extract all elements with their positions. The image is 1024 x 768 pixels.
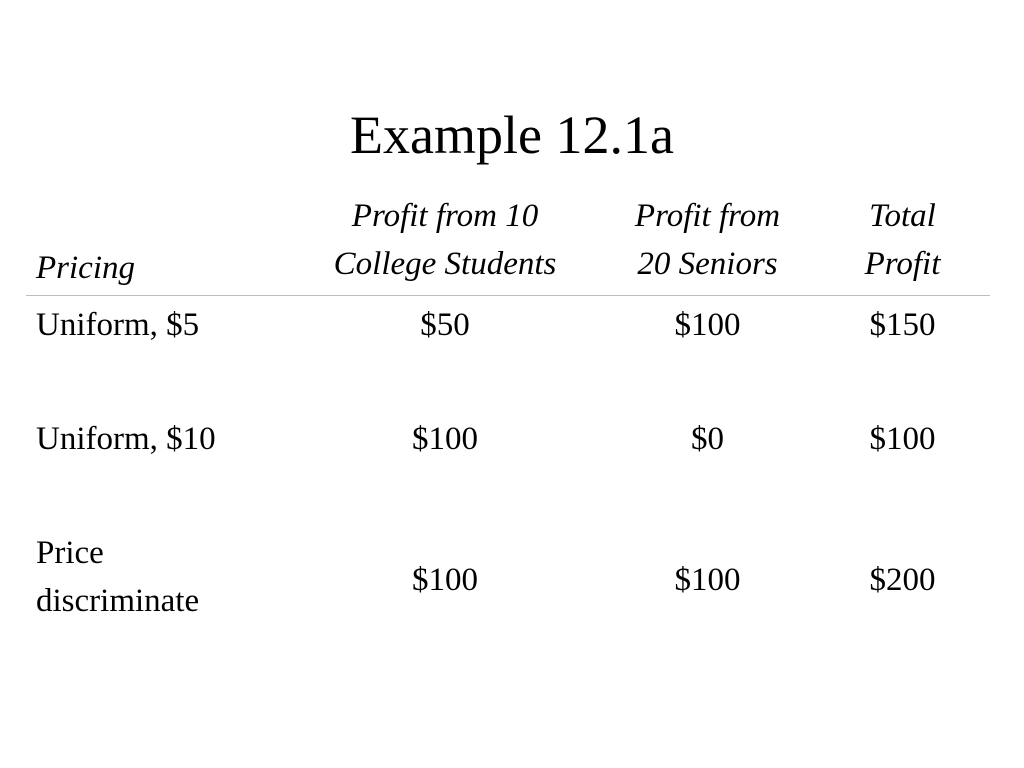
slide-title: Example 12.1a <box>350 105 674 165</box>
header-divider <box>26 295 990 296</box>
row-3-profit-seniors: $100 <box>674 562 741 598</box>
row-2-profit-seniors: $0 <box>691 421 724 457</box>
row-3-total-profit: $200 <box>869 562 936 598</box>
row-1-profit-college-students: $50 <box>420 307 470 343</box>
header-total-profit: Total Profit <box>864 198 941 282</box>
header-profit-seniors: Profit from 20 Seniors <box>634 198 781 282</box>
row-1-profit-seniors: $100 <box>674 307 741 343</box>
header-profit-college-students: Profit from 10 College Students <box>333 198 557 282</box>
row-1-pricing: Uniform, $5 <box>36 307 200 343</box>
row-3-pricing: Price discriminate <box>36 535 200 619</box>
row-2-pricing: Uniform, $10 <box>36 421 216 457</box>
row-1-total-profit: $150 <box>869 307 936 343</box>
header-pricing: Pricing <box>36 250 135 286</box>
row-2-total-profit: $100 <box>869 421 936 457</box>
row-3-profit-college-students: $100 <box>412 562 478 598</box>
row-2-profit-college-students: $100 <box>412 421 478 457</box>
